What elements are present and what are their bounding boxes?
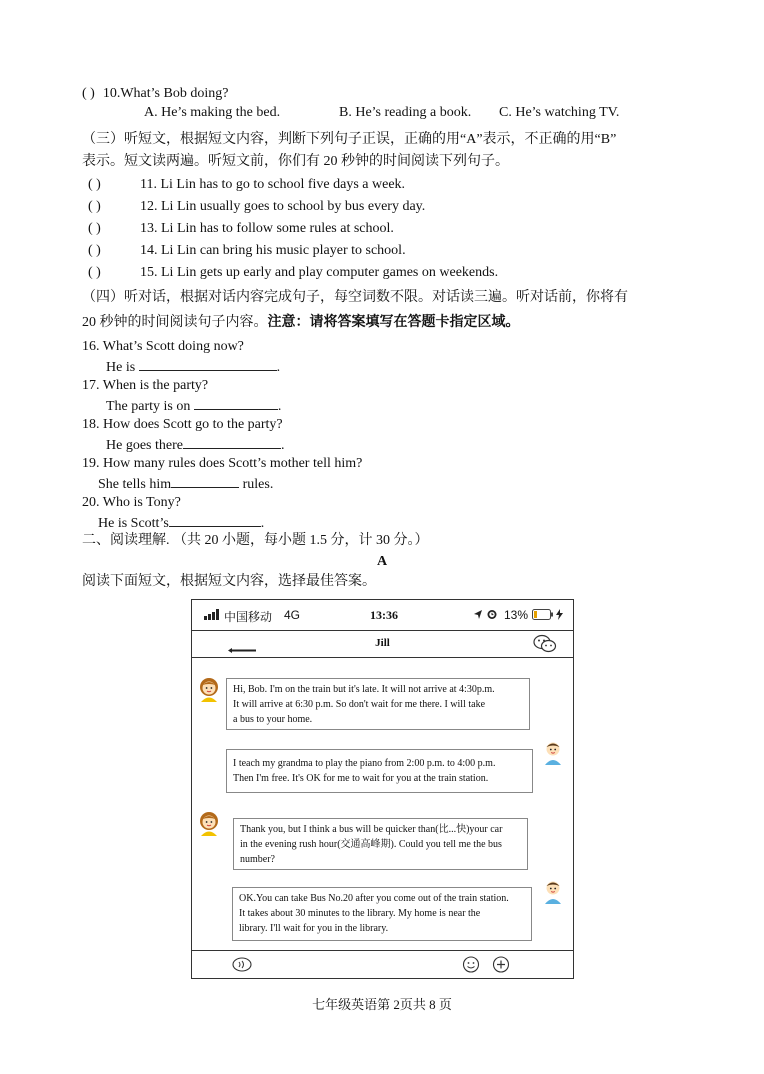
boy-avatar-icon xyxy=(542,739,564,765)
part4-intro-line1: （四）听对话，根据对话内容完成句子，每空词数不限。对话读三遍。听对话前，你将有 xyxy=(82,290,628,305)
question-17: 17. When is the party? xyxy=(82,378,209,393)
voice-icon[interactable] xyxy=(232,957,252,977)
option-a: A. He’s making the bed. xyxy=(144,105,281,120)
boy-avatar-icon xyxy=(542,878,564,904)
status-time: 13:36 xyxy=(370,608,398,622)
alarm-icon xyxy=(486,608,498,623)
charging-icon xyxy=(556,609,563,623)
answer-blank[interactable] xyxy=(194,396,278,410)
answer-paren: ( ) xyxy=(88,265,101,280)
part4-notice: 注意：请将答案填写在答题卡指定区域。 xyxy=(267,314,520,330)
answer-blank[interactable] xyxy=(183,435,281,449)
answer-blank[interactable] xyxy=(169,513,261,527)
carrier-name: 中国移动 xyxy=(224,610,273,624)
option-c: C. He’s watching TV. xyxy=(499,105,620,120)
item-text: 14. Li Lin can bring his music player to school. xyxy=(140,243,406,258)
answer-blank[interactable] xyxy=(171,474,239,488)
reading-instruction: 阅读下面短文，根据短文内容，选择最佳答案。 xyxy=(82,574,376,589)
answer-paren: ( ) xyxy=(88,199,101,214)
part4-intro-line2 xyxy=(82,313,520,332)
part3-intro-line2: 表示。短文读两遍。听短文前，你们有 20 秒钟的时间阅读下列句子。 xyxy=(82,154,509,169)
message-bubble: OK.You can take Bus No.20 after you come out of the train station. It takes about 30 minutes to the library. My home is near the library. I'll wait for you in the library. xyxy=(232,887,532,941)
contact-name: Jill xyxy=(375,637,390,649)
judge-item xyxy=(88,264,498,282)
chat-body xyxy=(192,658,573,951)
wechat-icon[interactable] xyxy=(533,634,557,659)
phone-chat-image xyxy=(191,599,574,979)
network-type: 4G xyxy=(284,608,301,622)
passage-letter: A xyxy=(377,554,388,569)
message-bubble: Thank you, but I think a bus will be quicker than(比...快)your car in the evening rush hour(交通高峰期). Could you tell me the bus number? xyxy=(233,818,528,870)
question-text: 10.What’s Bob doing? xyxy=(102,86,229,101)
question-16: 16. What’s Scott doing now? xyxy=(82,339,244,354)
message-bubble: Hi, Bob. I'm on the train but it's late. It will not arrive at 4:30p.m. It will arrive at 6:30 p.m. So don't wait for me there. I will take a bus to your home. xyxy=(226,678,530,730)
question-10 xyxy=(82,85,228,103)
battery-percent: 13% xyxy=(504,608,529,622)
judge-item xyxy=(88,176,405,194)
chat-header xyxy=(192,630,573,658)
option-b: B. He’s reading a book. xyxy=(339,105,472,120)
item-text: 13. Li Lin has to follow some rules at school. xyxy=(140,221,394,236)
battery-icon xyxy=(532,609,554,623)
item-text: 15. Li Lin gets up early and play computer games on weekends. xyxy=(140,265,499,280)
judge-item xyxy=(88,220,394,238)
emoji-icon[interactable] xyxy=(462,956,480,978)
answer-blank[interactable] xyxy=(139,357,277,371)
part4-intro-text: 20 秒钟的时间阅读句子内容。 xyxy=(82,315,268,330)
judge-item xyxy=(88,198,425,216)
answer-paren: ( ) xyxy=(88,243,101,258)
question-19: 19. How many rules does Scott’s mother tell him? xyxy=(82,456,363,471)
plus-icon[interactable] xyxy=(492,956,510,978)
answer-line-20: He is Scott’s . xyxy=(98,513,264,533)
answer-line-18: He goes there . xyxy=(106,435,284,455)
item-text: 12. Li Lin usually goes to school by bus every day. xyxy=(140,199,426,214)
page-footer: 七年级英语第 2页共 8 页 xyxy=(312,997,452,1012)
answer-paren: ( ) xyxy=(88,221,101,236)
girl-avatar-icon xyxy=(198,810,220,836)
answer-paren: ( ) xyxy=(82,86,95,101)
answer-paren: ( ) xyxy=(88,177,101,192)
answer-line-16: He is . xyxy=(106,357,280,377)
location-icon xyxy=(473,609,483,623)
question-18: 18. How does Scott go to the party? xyxy=(82,417,283,432)
signal-icon xyxy=(204,609,220,623)
answer-line-17: The party is on . xyxy=(106,396,281,416)
status-bar xyxy=(192,600,573,630)
section-2-title: 二、阅读理解. （共 20 小题，每小题 1.5 分，计 30 分。） xyxy=(82,533,429,548)
girl-avatar-icon xyxy=(198,676,220,702)
message-bubble: I teach my grandma to play the piano from 2:00 p.m. to 4:00 p.m. Then I'm free. It's OK for me to wait for you at the train station. xyxy=(226,749,533,793)
item-text: 11. Li Lin has to go to school five days a week. xyxy=(140,177,406,192)
part3-intro-line1: （三）听短文，根据短文内容，判断下列句子正误，正确的用“A”表示，不正确的用“B” xyxy=(82,132,617,147)
judge-item xyxy=(88,242,406,260)
question-20: 20. Who is Tony? xyxy=(82,495,181,510)
answer-line-19: She tells him rules. xyxy=(98,474,273,494)
chat-input-bar xyxy=(192,950,573,978)
